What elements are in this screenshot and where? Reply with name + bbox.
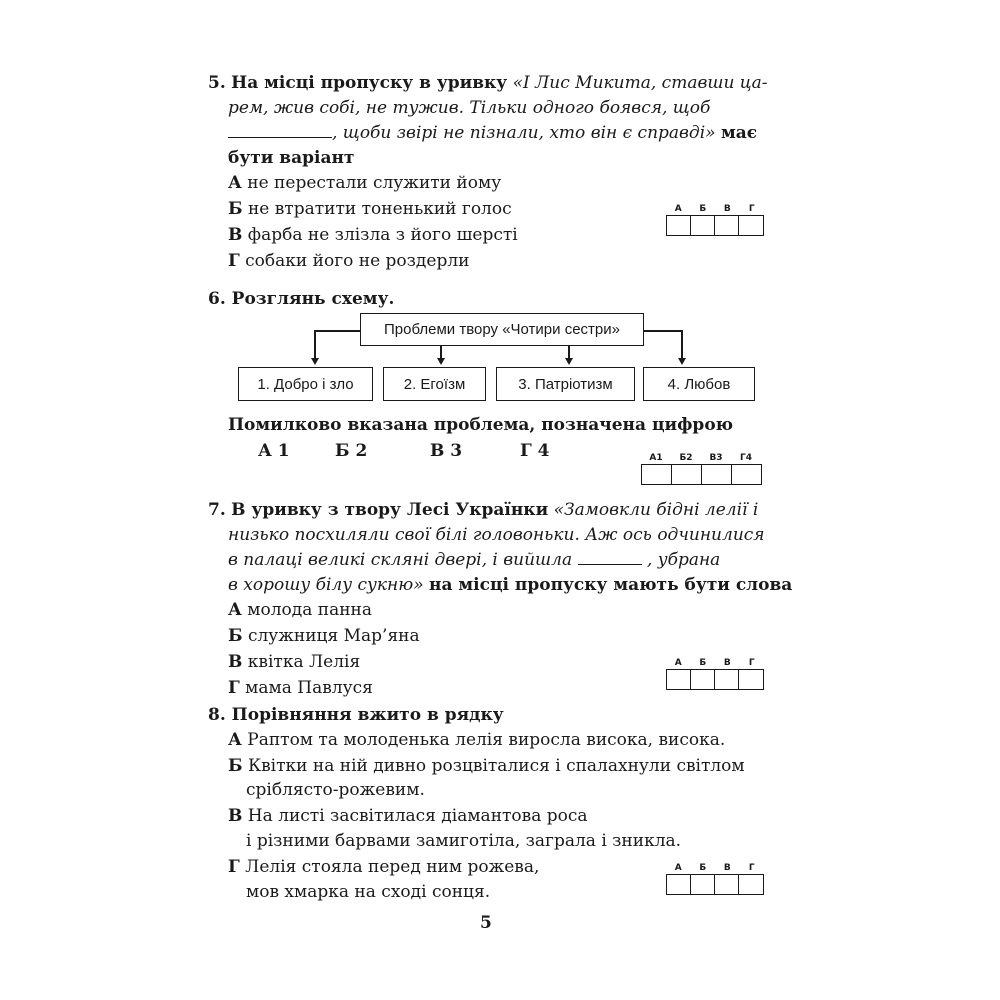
q7-option-b (228, 625, 420, 647)
q7-option-b-text: служниця Мар’яна (247, 626, 420, 646)
q5-answer-cell-d[interactable] (739, 216, 762, 235)
connector-v3 (568, 345, 570, 358)
q6-grid-label-a: А1 (649, 453, 663, 463)
q6-answer-cell-d[interactable] (732, 465, 761, 484)
q7-answer-cell-c[interactable] (715, 670, 739, 689)
q6-grid-label-d: Г4 (740, 453, 752, 463)
q7-line-3 (228, 549, 720, 571)
q8-number: 8. (208, 705, 226, 725)
q7-answer-cell-b[interactable] (691, 670, 715, 689)
q5-stem: На місці пропуску в уривку (231, 73, 508, 93)
q8-option-b-letter: Б (228, 756, 243, 776)
q5-option-d (228, 250, 469, 272)
connector-right (643, 330, 682, 332)
q7-quote-3b: , убрана (646, 550, 721, 570)
q8-option-d (228, 856, 539, 878)
q5-grid-label-b: Б (699, 204, 707, 214)
q8-grid-label-d: Г (748, 863, 755, 873)
q5-tail-4: бути варіант (228, 148, 355, 168)
q5-option-c-text: фарба не злізла з його шерсті (247, 225, 518, 245)
q8-option-a-letter: А (228, 730, 242, 750)
q7-grid-label-d: Г (748, 658, 755, 668)
q5-answer-cell-c[interactable] (715, 216, 739, 235)
connector-v1 (314, 330, 316, 358)
q5-quote-1: «І Лис Микита, ставши ца- (512, 73, 768, 93)
q5-option-a-letter: А (228, 173, 242, 193)
q5-quote-2: рем, жив собі, не тужив. Тільки одного боявся, щоб (228, 98, 711, 118)
q7-option-d-letter: Г (228, 678, 240, 698)
q7-answer-cell-a[interactable] (667, 670, 691, 689)
q5-grid-label-d: Г (748, 204, 755, 214)
q8-option-d-letter: Г (228, 857, 240, 877)
q8-option-d-text-1: Лелія стояла перед ним рожева, (245, 857, 540, 877)
q7-answer-cell-d[interactable] (739, 670, 762, 689)
q8-option-b-text-2: сріблясто-рожевим. (246, 780, 425, 800)
q7-blank (578, 550, 642, 565)
q6-option-a: А 1 (258, 441, 290, 461)
q6-option-b: Б 2 (335, 441, 368, 461)
q8-option-a-text: Раптом та молоденька лелія виросла висока, висока. (247, 730, 726, 750)
q5-option-d-text: собаки його не роздерли (245, 251, 470, 271)
q5-option-c-letter: В (228, 225, 243, 245)
q8-option-d-text-2: мов хмарка на сході сонця. (246, 882, 491, 902)
q6-answer-cell-c[interactable] (702, 465, 732, 484)
q7-grid-label-a: А (674, 658, 682, 668)
q8-option-a (228, 729, 725, 751)
q8-header (208, 704, 504, 726)
q5-option-b (228, 198, 512, 220)
q5-number: 5. (208, 73, 226, 93)
q8-answer-cell-a[interactable] (667, 875, 691, 894)
q7-option-a (228, 599, 372, 621)
diagram-box-2: 2. Егоїзм (383, 367, 486, 401)
q7-quote-3a: в палаці великі скляні двері, і вийшла (228, 550, 573, 570)
q6-answer-cell-b[interactable] (672, 465, 702, 484)
q6-header (208, 288, 394, 310)
q7-number: 7. (208, 500, 226, 520)
q6-answer-cell-a[interactable] (642, 465, 672, 484)
q8-answer-grid (666, 862, 764, 895)
q6-question: Помилково вказана проблема, позначена цифрою (228, 415, 734, 435)
q8-grid-label-a: А (674, 863, 682, 873)
q5-quote-3: , щоби звірі не пізнали, хто він є справді» (332, 123, 716, 143)
q7-answer-grid (666, 657, 764, 690)
q8-stem: Порівняння вжито в рядку (231, 705, 504, 725)
q5-option-c (228, 224, 518, 246)
q6-grid-label-c: В3 (709, 453, 723, 463)
arrow-2-icon (437, 358, 445, 365)
q5-grid-label-c: В (723, 204, 731, 214)
q7-grid-label-c: В (723, 658, 731, 668)
q6-answer-grid (641, 452, 762, 485)
q8-option-c (228, 805, 588, 827)
q8-answer-cell-d[interactable] (739, 875, 762, 894)
q5-tail-3: має (720, 123, 758, 143)
q5-option-a-text: не перестали служити йому (247, 173, 502, 193)
q8-option-b-text-1: Квітки на ній дивно розцвіталися і спалахнули світлом (247, 756, 745, 776)
q6-grid-label-b: Б2 (679, 453, 693, 463)
q5-answer-cell-b[interactable] (691, 216, 715, 235)
q7-option-c-text: квітка Лелія (247, 652, 361, 672)
q6-option-d: Г 4 (520, 441, 550, 461)
q7-quote-2: низько посхиляли свої білі головоньки. Аж ось одчинилися (228, 525, 765, 545)
q5-grid-label-a: А (674, 204, 682, 214)
q5-answer-grid (666, 203, 764, 236)
q8-option-c-text-2: і різними барвами замиготіла, заграла і зникла. (246, 831, 682, 851)
q7-option-d (228, 677, 373, 699)
q7-option-c-letter: В (228, 652, 243, 672)
q8-option-b (228, 755, 745, 777)
q7-tail: на місці пропуску мають бути слова (429, 575, 793, 595)
q5-option-b-letter: Б (228, 199, 243, 219)
q8-answer-cell-c[interactable] (715, 875, 739, 894)
q8-grid-label-b: Б (699, 863, 707, 873)
diagram-top-box: Проблеми твору «Чотири сестри» (360, 313, 644, 346)
q5-blank (228, 123, 332, 138)
q8-answer-cell-b[interactable] (691, 875, 715, 894)
q7-stem: В уривку з твору Лесі Українки (231, 500, 549, 520)
q7-option-b-letter: Б (228, 626, 243, 646)
diagram-box-3: 3. Патріотизм (496, 367, 635, 401)
q5-option-d-letter: Г (228, 251, 240, 271)
arrow-4-icon (678, 358, 686, 365)
q6-stem: Розглянь схему. (231, 289, 395, 309)
q8-option-c-letter: В (228, 806, 243, 826)
diagram-box-1: 1. Добро і зло (238, 367, 373, 401)
q5-line-3 (228, 122, 757, 144)
page-number: 5 (480, 913, 492, 933)
q5-option-b-text: не втратити тоненький голос (247, 199, 512, 219)
diagram-box-4: 4. Любов (643, 367, 755, 401)
q5-option-a (228, 172, 501, 194)
q5-answer-cell-a[interactable] (667, 216, 691, 235)
q7-option-a-letter: А (228, 600, 242, 620)
arrow-1-icon (311, 358, 319, 365)
q7-grid-label-b: Б (699, 658, 707, 668)
q5-line-1 (208, 72, 768, 94)
q7-quote-1: «Замовкли бідні лелії і (553, 500, 759, 520)
q6-option-c: В 3 (430, 441, 463, 461)
connector-v2 (440, 345, 442, 358)
q7-option-c (228, 651, 360, 673)
q7-option-a-text: молода панна (247, 600, 373, 620)
connector-v4 (681, 330, 683, 358)
arrow-3-icon (565, 358, 573, 365)
q7-quote-4: в хорошу білу сукню» (228, 575, 424, 595)
q7-option-d-text: мама Павлуся (245, 678, 373, 698)
q6-number: 6. (208, 289, 226, 309)
q8-grid-label-c: В (723, 863, 731, 873)
q8-option-c-text-1: На листі засвітилася діамантова роса (247, 806, 588, 826)
connector-left (314, 330, 360, 332)
q7-line-1 (208, 499, 758, 521)
q7-line-4 (228, 574, 792, 596)
